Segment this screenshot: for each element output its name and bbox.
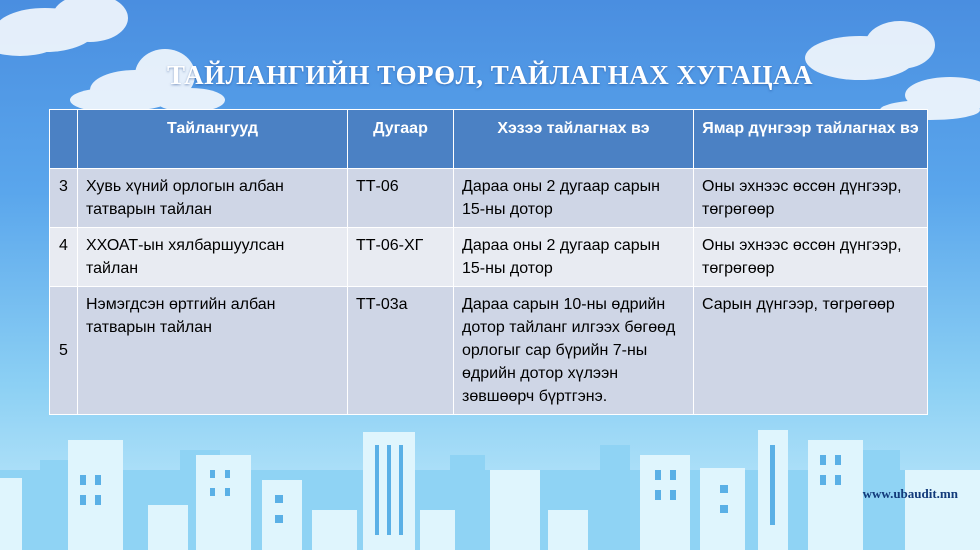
header-reports: Тайлангууд	[78, 110, 348, 169]
report-name: ХХОАТ-ын хялбаршуулсан тайлан	[78, 228, 348, 287]
table-row	[50, 169, 928, 228]
table-row	[50, 228, 928, 287]
table-header-row	[50, 110, 928, 169]
cloud-left	[0, 0, 128, 56]
table-row	[50, 287, 928, 415]
report-table	[49, 109, 928, 415]
report-name: Хувь хүний орлогын албан татварын тайлан	[78, 169, 348, 228]
header-when: Хэзээ тайлагнах вэ	[454, 110, 694, 169]
report-basis: Сарын дүнгээр, төгрөгөөр	[694, 287, 928, 415]
row-number: 4	[50, 228, 78, 287]
report-code: ТТ-06-ХГ	[348, 228, 454, 287]
report-deadline: Дараа оны 2 дугаар сарын 15-ны дотор	[454, 228, 694, 287]
website-link[interactable]: www.ubaudit.mn	[862, 486, 958, 501]
report-deadline: Дараа сарын 10-ны өдрийн дотор тайланг илгээх бөгөөд орлогыг сар бүрийн 7-ны өдрийн дотор хүлээн зөвшөөрч бүртгэнэ.	[454, 287, 694, 415]
report-basis: Оны эхнээс өссөн дүнгээр, төгрөгөөр	[694, 169, 928, 228]
report-code: ТТ-06	[348, 169, 454, 228]
row-number: 5	[50, 287, 78, 415]
report-name: Нэмэгдсэн өртгийн албан татварын тайлан	[78, 287, 348, 415]
page-title: ТАЙЛАНГИЙН ТӨРӨЛ, ТАЙЛАГНАХ ХУГАЦАА	[166, 60, 814, 90]
report-code: ТТ-03а	[348, 287, 454, 415]
header-code: Дугаар	[348, 110, 454, 169]
header-number	[50, 110, 78, 169]
header-how: Ямар дүнгээр тайлагнах вэ	[694, 110, 928, 169]
report-basis: Оны эхнээс өссөн дүнгээр, төгрөгөөр	[694, 228, 928, 287]
row-number: 3	[50, 169, 78, 228]
report-deadline: Дараа оны 2 дугаар сарын 15-ны дотор	[454, 169, 694, 228]
